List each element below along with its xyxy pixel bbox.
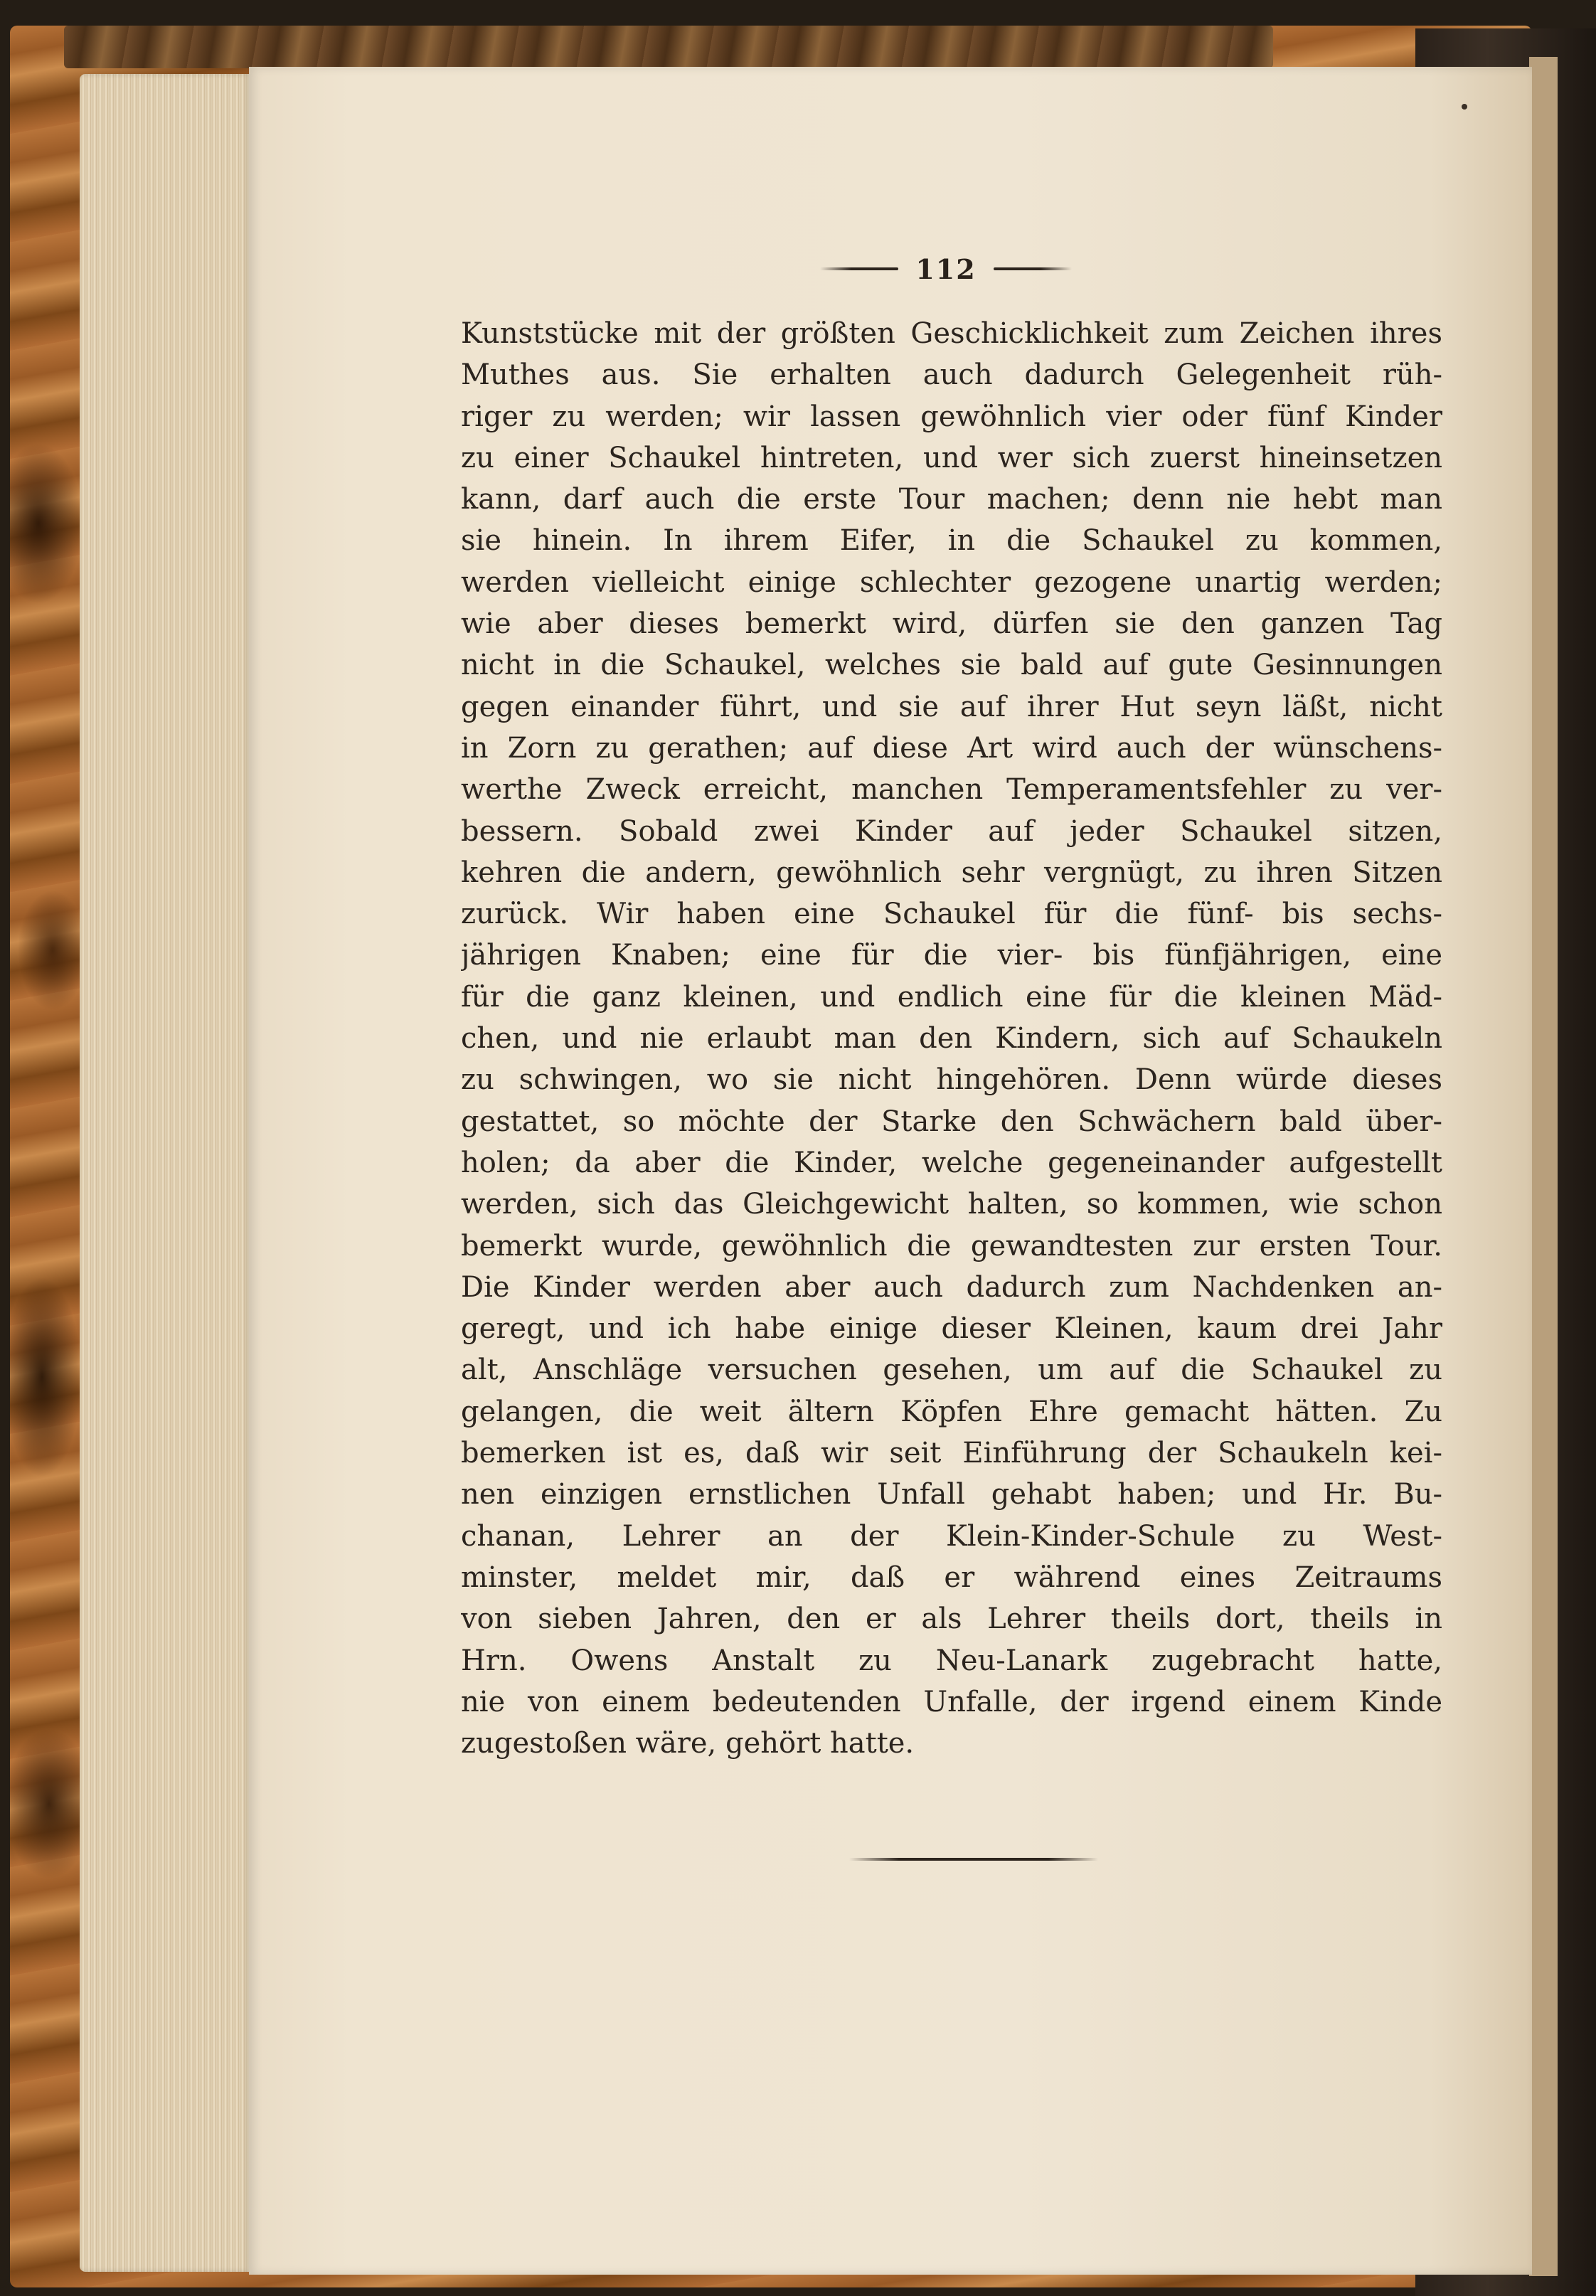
text-line: holen; da aber die Kinder, welche gegeneinander aufgestellt [461,1146,1442,1179]
text-line: chanan, Lehrer an der Klein-Kinder-Schule zu West- [461,1519,1442,1553]
text-line: nie von einem bedeutenden Unfalle, der irgend einem Kinde [461,1685,1442,1718]
text-line: bemerkt wurde, gewöhnlich die gewandtesten zur ersten Tour. [461,1229,1442,1263]
text-line: wie aber dieses bemerkt wird, dürfen sie den ganzen Tag [461,607,1442,641]
text-line: nicht in die Schaukel, welches sie bald auf gute Gesinnungen [461,649,1442,682]
text-line: bemerken ist es, daß wir seit Einführung der Schaukeln kei- [461,1437,1442,1470]
text-line: werden, sich das Gleichgewicht halten, so kommen, wie schon [461,1188,1442,1221]
cover-top-edge [64,26,1273,68]
text-line: zugestoßen wäre, gehört hatte. [461,1727,915,1760]
text-line: kehren die andern, gewöhnlich sehr vergnügt, zu ihren Sitzen [461,856,1442,889]
text-line: alt, Anschläge versuchen gesehen, um auf die Schaukel zu [461,1354,1442,1387]
text-line: Muthes aus. Sie erhalten auch dadurch Gelegenheit rüh- [461,358,1442,392]
text-line: riger zu werden; wir lassen gewöhnlich vier oder fünf Kinder [461,400,1442,433]
text-line: zu einer Schaukel hintreten, und wer sich zuerst hineinsetzen [461,441,1442,474]
text-line: Hrn. Owens Anstalt zu Neu-Lanark zugebracht hatte, [461,1644,1442,1677]
text-line: zurück. Wir haben eine Schaukel für die fünf- bis sechs- [461,898,1442,931]
text-line: zu schwingen, wo sie nicht hingehören. Denn würde dieses [461,1063,1442,1097]
text-line: von sieben Jahren, den er als Lehrer theils dort, theils in [461,1603,1442,1636]
text-line: Kunststücke mit der größten Geschicklichkeit zum Zeichen ihres [461,317,1442,350]
text-line: chen, und nie erlaubt man den Kindern, sich auf Schaukeln [461,1022,1442,1056]
text-line: bessern. Sobald zwei Kinder auf jeder Schaukel sitzen, [461,814,1442,848]
text-line: gestattet, so möchte der Starke den Schwächern bald über- [461,1105,1442,1138]
right-ornament-rule [994,266,1072,272]
page-number: 112 [915,253,977,285]
left-ornament-rule [820,266,898,272]
running-head [782,248,1110,290]
text-line: kann, darf auch die erste Tour machen; denn nie hebt man [461,483,1442,516]
text-line: geregt, und ich habe einige dieser Kleinen, kaum drei Jahr [461,1312,1442,1346]
text-line: in Zorn zu gerathen; auf diese Art wird auch der wünschens- [461,731,1442,765]
text-line: Die Kinder werden aber auch dadurch zum Nachdenken an- [461,1270,1442,1304]
text-line: jährigen Knaben; eine für die vier- bis fünfjährigen, eine [461,939,1442,972]
paper-speck [1462,104,1467,110]
text-line: gegen einander führt, und sie auf ihrer Hut seyn läßt, nicht [461,690,1442,723]
text-line: sie hinein. In ihrem Eifer, in die Schaukel zu kommen, [461,524,1442,558]
text-line: für die ganz kleinen, und endlich eine für die kleinen Mäd- [461,980,1442,1014]
text-line: minster, meldet mir, daß er während eines Zeitraums [461,1561,1442,1594]
text-line: werthe Zweck erreicht, manchen Temperamentsfehler zu ver- [461,773,1442,807]
facing-page-edge [1529,57,1558,2276]
text-line: gelangen, die weit ältern Köpfen Ehre gemacht hätten. Zu [461,1395,1442,1428]
body-text [461,313,1442,1764]
page-block-edges [80,74,250,2272]
text-line: nen einzigen ernstlichen Unfall gehabt haben; und Hr. Bu- [461,1478,1442,1511]
text-line: werden vielleicht einige schlechter gezogene unartig werden; [461,565,1442,599]
end-rule [849,1858,1098,1861]
